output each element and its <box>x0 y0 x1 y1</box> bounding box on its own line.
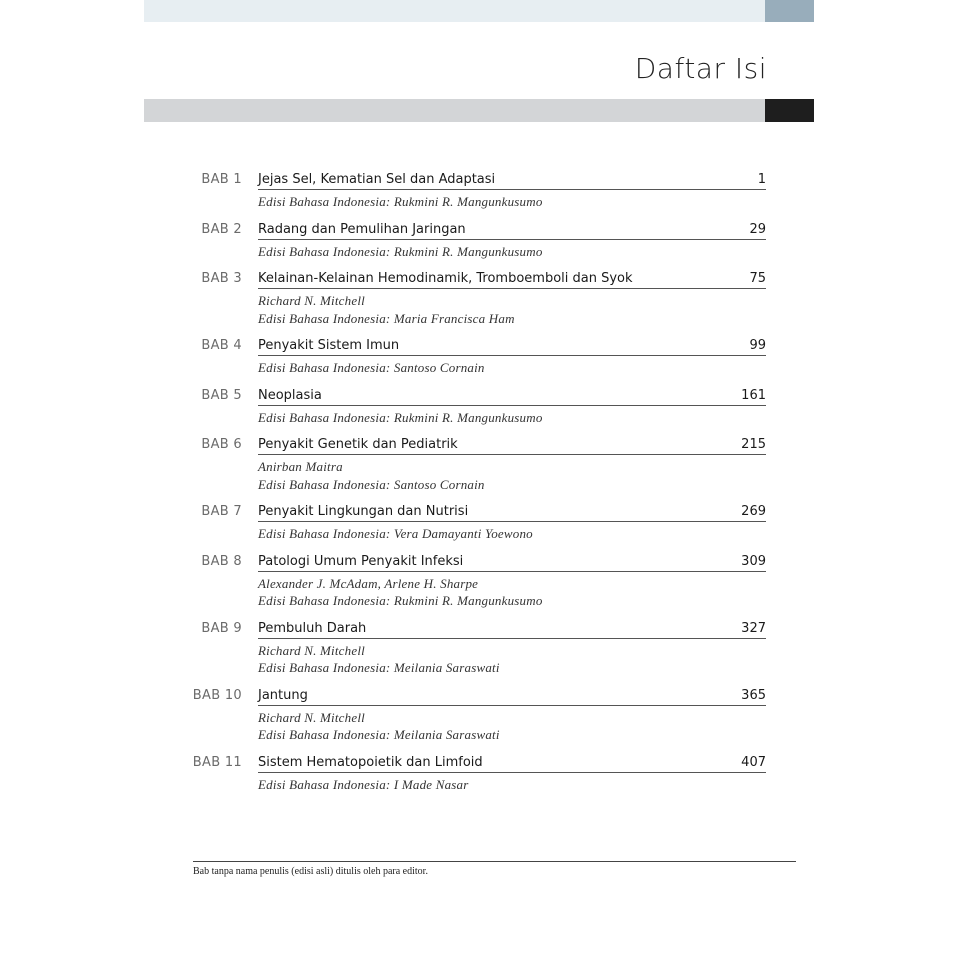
chapter-author: Edisi Bahasa Indonesia: Santoso Cornain <box>258 476 485 492</box>
chapter-content <box>258 270 766 327</box>
chapter-title: Penyakit Lingkungan dan Nutrisi <box>258 504 469 519</box>
chapter-number: BAB 7 <box>201 504 242 519</box>
chapter-title: Sistem Hematopoietik dan Limfoid <box>258 754 483 770</box>
chapter-title: Jantung <box>258 687 308 703</box>
chapter-author: Richard N. Mitchell <box>258 709 365 725</box>
chapter-content <box>258 620 766 677</box>
chapter-heading-line <box>258 221 766 240</box>
page-number: 1 <box>757 172 766 187</box>
chapter-author: Edisi Bahasa Indonesia: Rukmini R. Mangunkusumo <box>258 593 543 608</box>
chapter-author: Edisi Bahasa Indonesia: Rukmini R. Mangunkusumo <box>258 409 543 425</box>
chapter-author: Alexander J. McAdam, Arlene H. Sharpe <box>258 575 479 591</box>
chapter-author: Edisi Bahasa Indonesia: Meilania Saraswati <box>258 660 500 675</box>
footnote: Bab tanpa nama penulis (edisi asli) ditulis oleh para editor. <box>193 866 428 877</box>
chapter-author: Edisi Bahasa Indonesia: Vera Damayanti Yoewono <box>258 526 533 541</box>
chapter-number: BAB 6 <box>201 437 242 452</box>
page-title: Daftar Isi <box>634 52 767 85</box>
toc-entry <box>190 687 766 744</box>
page-number: 327 <box>741 620 766 636</box>
chapter-author: Edisi Bahasa Indonesia: Maria Francisca Ham <box>258 310 515 326</box>
chapter-content <box>258 221 766 261</box>
chapter-heading-line <box>258 620 766 639</box>
chapter-heading-line <box>258 754 766 773</box>
table-of-contents <box>190 171 766 803</box>
top-accent-block <box>765 0 814 22</box>
chapter-heading-line <box>258 337 766 356</box>
page-number: 407 <box>741 754 766 770</box>
chapter-heading-line <box>258 270 766 289</box>
chapter-title: Patologi Umum Penyakit Infeksi <box>258 553 464 569</box>
chapter-author: Edisi Bahasa Indonesia: Rukmini R. Mangunkusumo <box>258 194 543 209</box>
toc-entry <box>190 270 766 327</box>
toc-entry <box>190 337 766 377</box>
chapter-title: Penyakit Genetik dan Pediatrik <box>258 437 458 452</box>
toc-entry <box>190 436 766 493</box>
chapter-author: Edisi Bahasa Indonesia: Rukmini R. Mangunkusumo <box>258 243 543 259</box>
chapter-number: BAB 11 <box>192 754 242 770</box>
toc-entry <box>190 553 766 610</box>
page-number: 29 <box>749 221 766 237</box>
chapter-author: Edisi Bahasa Indonesia: Santoso Cornain <box>258 360 485 375</box>
title-rule-bar <box>144 99 765 122</box>
toc-entry <box>190 620 766 677</box>
chapter-content <box>258 503 766 543</box>
chapter-number: BAB 4 <box>201 338 242 353</box>
chapter-number: BAB 10 <box>192 687 242 703</box>
toc-entry <box>190 221 766 261</box>
chapter-title: Jejas Sel, Kematian Sel dan Adaptasi <box>258 172 496 187</box>
chapter-number: BAB 9 <box>201 620 242 636</box>
chapter-heading-line <box>258 553 766 572</box>
page-number: 161 <box>741 387 766 403</box>
chapter-content <box>258 436 766 493</box>
page-number: 365 <box>741 687 766 703</box>
chapter-number: BAB 8 <box>201 553 242 569</box>
chapter-title: Penyakit Sistem Imun <box>258 338 400 353</box>
chapter-number: BAB 2 <box>201 221 242 237</box>
chapter-content <box>258 754 766 794</box>
toc-entry <box>190 754 766 794</box>
chapter-number: BAB 5 <box>201 387 242 403</box>
chapter-heading-line <box>258 503 766 522</box>
chapter-title: Pembuluh Darah <box>258 620 367 636</box>
chapter-heading-line <box>258 171 766 190</box>
chapter-heading-line <box>258 436 766 455</box>
toc-entry <box>190 171 766 211</box>
chapter-content <box>258 687 766 744</box>
chapter-number: BAB 1 <box>201 172 242 187</box>
toc-entry <box>190 503 766 543</box>
chapter-author: Anirban Maitra <box>258 459 343 474</box>
toc-entry <box>190 387 766 427</box>
chapter-content <box>258 337 766 377</box>
chapter-heading-line <box>258 387 766 406</box>
top-color-band <box>144 0 765 22</box>
page-number: 309 <box>741 553 766 569</box>
chapter-number: BAB 3 <box>201 271 242 286</box>
page-number: 99 <box>749 338 766 353</box>
chapter-content <box>258 553 766 610</box>
page-number: 215 <box>741 437 766 452</box>
page-number: 75 <box>749 271 766 286</box>
chapter-title: Neoplasia <box>258 387 322 403</box>
chapter-title: Kelainan-Kelainan Hemodinamik, Tromboemboli dan Syok <box>258 271 633 286</box>
chapter-author: Richard N. Mitchell <box>258 642 365 658</box>
chapter-title: Radang dan Pemulihan Jaringan <box>258 221 466 237</box>
chapter-author: Edisi Bahasa Indonesia: Meilania Saraswati <box>258 727 500 742</box>
chapter-author: Richard N. Mitchell <box>258 293 365 308</box>
chapter-heading-line <box>258 687 766 706</box>
chapter-content <box>258 387 766 427</box>
chapter-content <box>258 171 766 211</box>
chapter-author: Edisi Bahasa Indonesia: I Made Nasar <box>258 776 469 792</box>
page-number: 269 <box>741 504 766 519</box>
title-rule-accent <box>765 99 814 122</box>
footnote-divider <box>193 861 796 862</box>
